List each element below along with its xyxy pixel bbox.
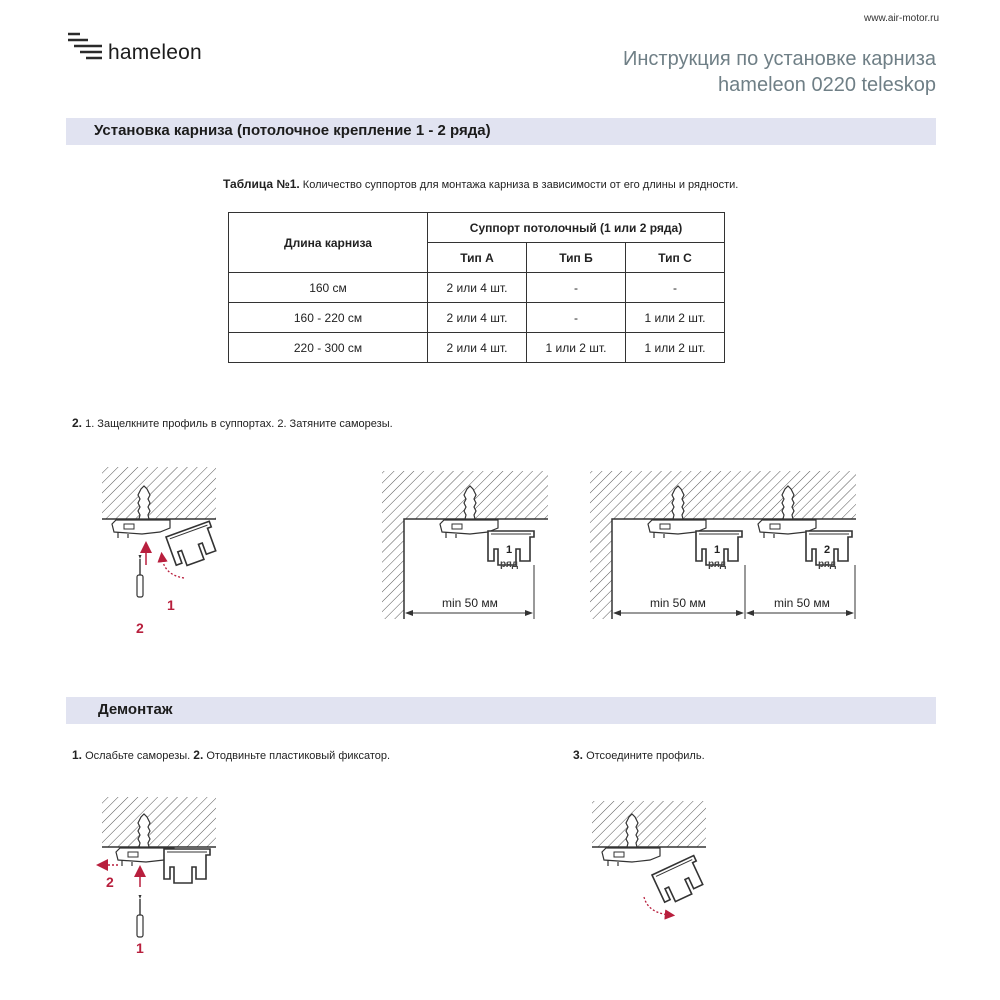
dimension-label: min 50 мм [650, 596, 706, 610]
document-title [623, 46, 936, 98]
bracket-icon [112, 520, 170, 538]
row-type-b: 1 или 2 шт. [527, 333, 626, 363]
type-c-header: Тип С [626, 243, 725, 273]
row-type-c: 1 или 2 шт. [626, 303, 725, 333]
row-length: 220 - 300 см [229, 333, 428, 363]
document-title-line2: hameleon 0220 teleskop [718, 74, 936, 96]
support-table [228, 212, 725, 363]
dismantle-step1-text: Ослабьте саморезы. [82, 750, 191, 762]
row-label: ряд [500, 559, 519, 570]
diagram-single-row [380, 465, 560, 625]
row-type-a: 2 или 4 шт. [428, 273, 527, 303]
row1-label: ряд [708, 559, 727, 570]
screwdriver-icon [137, 895, 143, 937]
row-type-b: - [527, 303, 626, 333]
dismantle-step3-number: 3. [573, 748, 584, 762]
table-caption-text: Количество суппортов для монтажа карниза в зависимости от его длины и рядности. [299, 179, 739, 191]
table-row [229, 273, 725, 303]
table-row [229, 333, 725, 363]
dismantle-step3-text: Отсоедините профиль. [583, 750, 705, 762]
dismantle-step-3 [573, 748, 705, 762]
mark-2: 2 [136, 620, 144, 636]
section-dismantle-header [66, 697, 936, 724]
install-step-number: 2. [72, 416, 83, 430]
screw-icon [464, 486, 476, 519]
screw-icon [626, 814, 638, 847]
dismantle-step2-number: 2. [193, 748, 204, 762]
ceiling-hatch [102, 467, 216, 519]
row2-label: ряд [818, 559, 837, 570]
screw-icon [672, 486, 684, 519]
type-b-header: Тип Б [527, 243, 626, 273]
section-installation-header [66, 118, 936, 145]
diagram-two-rows [588, 465, 868, 625]
document-title-line1: Инструкция по установке карниза [623, 48, 936, 70]
row-type-c: 1 или 2 шт. [626, 333, 725, 363]
diagram-loosen-screws [100, 795, 300, 965]
install-step-description: 1. Защелкните профиль в суппортах. 2. Затяните саморезы. [82, 418, 393, 430]
screw-icon [782, 486, 794, 519]
ceiling-hatch [102, 797, 216, 847]
section-dismantle-title: Демонтаж [98, 701, 173, 718]
logo-stripes-icon [66, 30, 106, 70]
table-caption-number: Таблица №1. [223, 177, 300, 191]
section-installation-title: Установка карниза (потолочное крепление 1 - 2 ряда) [94, 122, 491, 139]
diagram-snap-profile [100, 465, 320, 645]
table-row [229, 303, 725, 333]
diagram-detach-profile [590, 795, 750, 945]
table-caption [223, 177, 738, 191]
mark-1: 1 [167, 597, 175, 613]
wall-hatch [382, 519, 404, 619]
ceiling-hatch [590, 471, 856, 519]
row1-number: 1 [714, 544, 721, 556]
profile-icon [164, 849, 210, 883]
type-a-header: Тип А [428, 243, 527, 273]
profile-icon [652, 856, 708, 906]
dimension-label: min 50 мм [774, 596, 830, 610]
row-type-c: - [626, 273, 725, 303]
row-type-a: 2 или 4 шт. [428, 303, 527, 333]
dismantle-step1-number: 1. [72, 748, 83, 762]
length-header: Длина карниза [229, 213, 428, 273]
row-length: 160 - 220 см [229, 303, 428, 333]
brand-logo [66, 30, 216, 70]
dimension-label: min 50 мм [442, 596, 498, 610]
screw-icon [138, 814, 150, 847]
support-group-header: Суппорт потолочный (1 или 2 ряда) [428, 213, 725, 243]
bracket-icon [602, 848, 660, 866]
row2-number: 2 [824, 544, 831, 556]
profile-icon [166, 521, 221, 569]
install-step-text [72, 416, 393, 430]
ceiling-hatch [592, 801, 706, 847]
mark-1: 1 [136, 940, 144, 956]
logo-text: hameleon [108, 41, 202, 64]
row-type-a: 2 или 4 шт. [428, 333, 527, 363]
mark-2: 2 [106, 874, 114, 890]
wall-hatch [590, 519, 612, 619]
row-length: 160 см [229, 273, 428, 303]
dismantle-steps-1-2 [72, 748, 390, 762]
screwdriver-icon [137, 555, 143, 597]
row-type-b: - [527, 273, 626, 303]
row-number: 1 [506, 544, 513, 556]
screw-icon [138, 486, 150, 519]
dismantle-step2-text: Отодвиньте пластиковый фиксатор. [203, 750, 391, 762]
website-url[interactable]: www.air-motor.ru [864, 13, 940, 24]
